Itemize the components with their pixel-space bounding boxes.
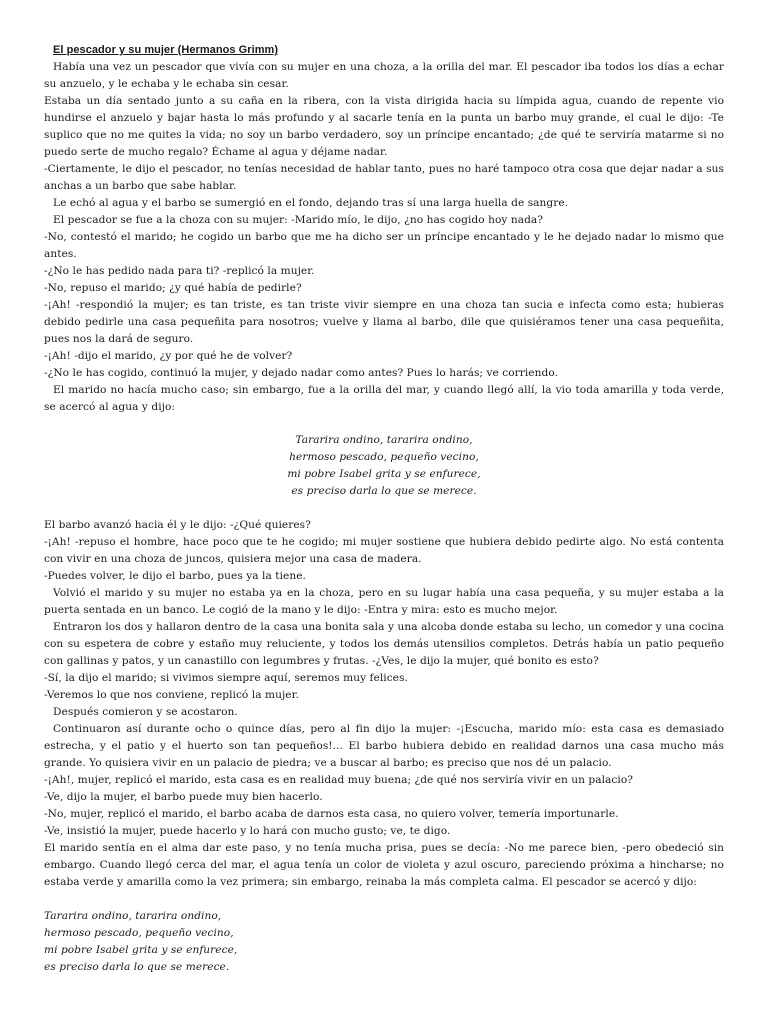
paragraph: El barbo avanzó hacia él y le dijo: -¿Qué quieres? [44, 519, 311, 531]
verse-line: mi pobre Isabel grita y se enfurece, [287, 468, 481, 480]
story-section-2 [44, 517, 724, 891]
paragraph: Entraron los dos y hallaron dentro de la casa una bonita sala y una alcoba donde estaba su lecho, un comedor y una cocina con su espetera de cobre y estaño muy reluciente, y todos los demás utensilios completos. Detrás había un patio pequeño con gallinas y patos, y un canastillo con legumbres y frutas. -¿Ves, le dijo la mujer, qué bonito es esto? [44, 621, 724, 667]
paragraph: Estaba un día sentado junto a su caña en la ribera, con la vista dirigida hacia su límpida agua, cuando de repente vio hundirse el anzuelo y bajar hasta lo más profundo y al sacarle tenía en la punta un barbo muy grande, el cual le dijo: -Te suplico que no me quites la vida; no soy un barbo verdadero, soy un príncipe encantado; ¿de qué te serviría matarme si no puedo serte de mucho regalo? Échame al agua y déjame nadar. [44, 95, 724, 158]
paragraph: El marido no hacía mucho caso; sin embargo, fue a la orilla del mar, y cuando llegó allí, la vio toda amarilla y toda verde, se acercó al agua y dijo: [44, 384, 724, 413]
paragraph: -Sí, la dijo el marido; si vivimos siempre aquí, seremos muy felices. [44, 672, 408, 684]
paragraph: -¡Ah!, mujer, replicó el marido, esta casa es en realidad muy buena; ¿de qué nos serviría vivir en un palacio? [44, 774, 634, 786]
paragraph: El pescador se fue a la choza con su mujer: -Marido mío, le dijo, ¿no has cogido hoy nada? [53, 214, 544, 226]
verse-line: mi pobre Isabel grita y se enfurece, [44, 944, 238, 956]
paragraph: Le echó al agua y el barbo se sumergió en el fondo, dejando tras sí una larga huella de sangre. [53, 197, 569, 209]
paragraph: -No, mujer, replicó el marido, el barbo acaba de darnos esta casa, no quiero volver, temería importunarle. [44, 808, 619, 820]
paragraph: Había una vez un pescador que vivía con su mujer en una choza, a la orilla del mar. El pescador iba todos los días a echar su anzuelo, y le echaba y le echaba sin cesar. [44, 61, 724, 90]
paragraph: -Puedes volver, le dijo el barbo, pues ya la tiene. [44, 570, 306, 582]
verse-block-left [44, 908, 724, 976]
paragraph: -Ciertamente, le dijo el pescador, no tenías necesidad de hablar tanto, pues no haré tampoco otra cosa que dejar nadar a sus anchas a un barbo que sabe hablar. [44, 163, 724, 192]
paragraph: -Veremos lo que nos conviene, replicó la mujer. [44, 689, 299, 701]
verse-line: Tararira ondino, tararira ondino, [295, 434, 473, 446]
paragraph: -Ve, insistió la mujer, puede hacerlo y lo hará con mucho gusto; ve, te digo. [44, 825, 451, 837]
paragraph: Después comieron y se acostaron. [53, 706, 238, 718]
verse-line: es preciso darla lo que se merece. [44, 961, 230, 973]
paragraph: Volvió el marido y su mujer no estaba ya en la choza, pero en su lugar había una casa pequeña, y su mujer estaba a la puerta sentada en un banco. Le cogió de la mano y le dijo: -Entra y mira: esto es mucho mejor. [44, 587, 724, 616]
verse-line: Tararira ondino, tararira ondino, [44, 910, 222, 922]
paragraph: El marido sentía en el alma dar este paso, y no tenía mucha prisa, pues se decía: -No me parece bien, -pero obedeció sin embargo. Cuando llegó cerca del mar, el agua tenía un color de violeta y azul oscuro, pareciendo próxima a hincharse; no estaba verde y amarilla como la vez primera; sin embargo, reinaba la más completa calma. El pescador se acercó y dijo: [44, 842, 724, 888]
story-section-1 [44, 59, 724, 416]
verse-line: hermoso pescado, pequeño vecino, [289, 451, 479, 463]
verse-block-centered [44, 432, 724, 500]
paragraph: -¡Ah! -repuso el hombre, hace poco que te he cogido; mi mujer sostiene que hubiera debido pedirte algo. No está contenta con vivir en una choza de juncos, quisiera mejor una casa de madera. [44, 536, 724, 565]
story-title: El pescador y su mujer (Hermanos Grimm) [53, 44, 279, 56]
paragraph: -No, contestó el marido; he cogido un barbo que me ha dicho ser un príncipe encantado y le he dejado nadar lo mismo que antes. [44, 231, 724, 260]
paragraph: -Ve, dijo la mujer, el barbo puede muy bien hacerlo. [44, 791, 323, 803]
verse-line: hermoso pescado, pequeño vecino, [44, 927, 234, 939]
paragraph: -¡Ah! -dijo el marido, ¿y por qué he de volver? [44, 350, 293, 362]
paragraph: -¡Ah! -respondió la mujer; es tan triste, es tan triste vivir siempre en una choza tan sucia e infecta como esta; hubieras debido pedirle una casa pequeñita para nosotros; vuelve y llama al barbo, dile que quisiéramos tener una casa pequeñita, pues nos la dará de seguro. [44, 299, 724, 345]
paragraph: -No, repuso el marido; ¿y qué había de pedirle? [44, 282, 302, 294]
paragraph: Continuaron así durante ocho o quince días, pero al fin dijo la mujer: -¡Escucha, marido mío: esta casa es demasiado estrecha, y el patio y el huerto son tan pequeños!... El barbo hubiera debido en realidad darnos una casa mucho más grande. Yo quisiera vivir en un palacio de piedra; ve a buscar al barbo; es preciso que nos dé un palacio. [44, 723, 724, 769]
verse-line: es preciso darla lo que se merece. [291, 485, 477, 497]
paragraph: -¿No le has cogido, continuó la mujer, y dejado nadar como antes? Pues lo harás; ve corriendo. [44, 367, 558, 379]
paragraph: -¿No le has pedido nada para ti? -replicó la mujer. [44, 265, 315, 277]
